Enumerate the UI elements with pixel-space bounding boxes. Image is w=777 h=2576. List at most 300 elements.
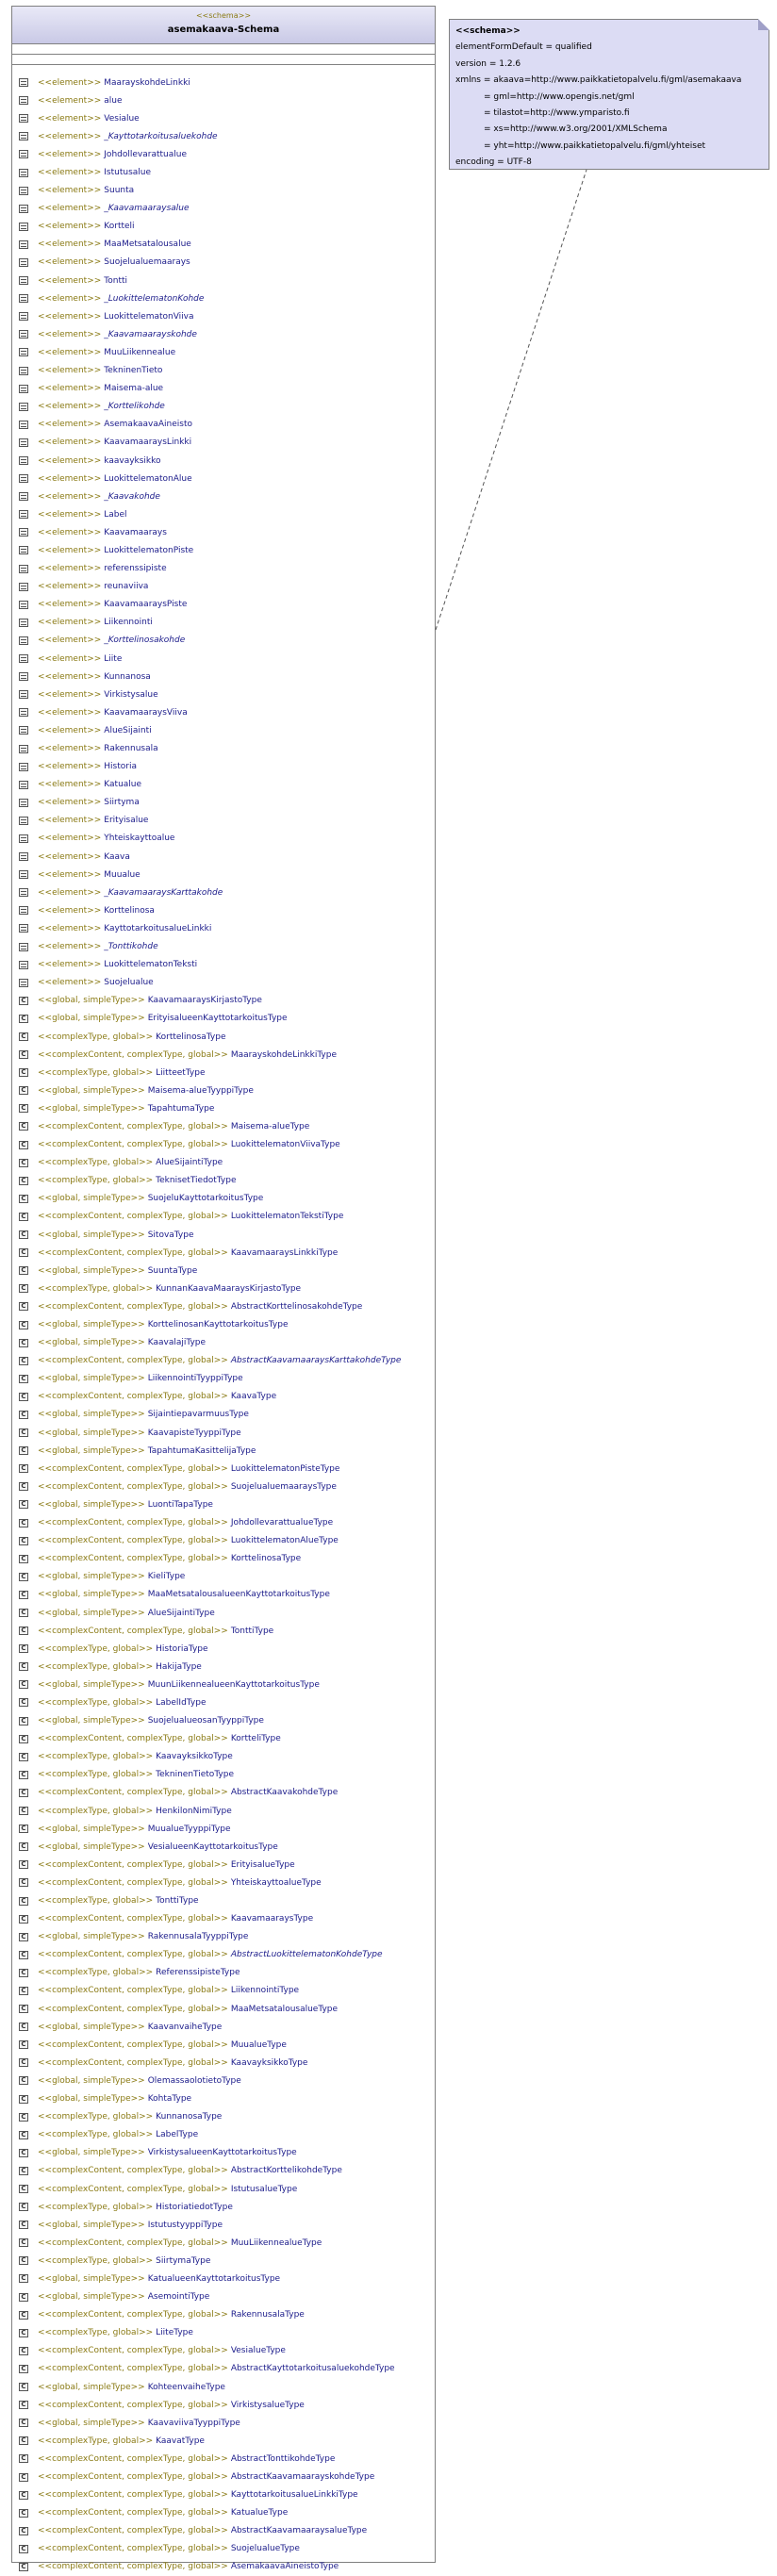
type-icon: C [19, 1662, 28, 1671]
type-icon: C [19, 1807, 28, 1815]
schema-item-row[interactable] [12, 2486, 435, 2504]
type-icon: C [19, 2221, 28, 2229]
schema-item-row[interactable] [12, 1136, 435, 1154]
item-name: KohteenvaiheType [147, 2382, 225, 2392]
item-name: MuualueTyyppiType [147, 1824, 231, 1834]
item-name: LabelIdType [156, 1697, 207, 1708]
schema-item-row[interactable] [12, 398, 435, 416]
schema-item-row[interactable] [12, 2288, 435, 2306]
element-icon [19, 187, 28, 195]
item-name: OlemassaolotietoType [147, 2075, 241, 2086]
schema-item-row[interactable] [12, 2072, 435, 2089]
item-stereotype: <<element>> [38, 131, 102, 141]
schema-item-row[interactable] [12, 776, 435, 794]
schema-item-row[interactable] [12, 1586, 435, 1604]
schema-item-row[interactable] [12, 1262, 435, 1280]
element-icon [19, 906, 28, 915]
schema-item-row[interactable] [12, 2216, 435, 2234]
type-icon: C [19, 1698, 28, 1707]
item-stereotype: <<element>> [38, 923, 102, 933]
schema-item-row[interactable] [12, 380, 435, 398]
schema-item-row[interactable] [12, 1028, 435, 1046]
item-stereotype: <<complexContent, complexType, global>> [38, 1518, 228, 1528]
schema-item-row[interactable] [12, 2522, 435, 2540]
type-icon: C [19, 1573, 28, 1581]
item-name: MaaMetsatalousalueType [230, 2004, 339, 2014]
schema-item-row[interactable] [12, 901, 435, 919]
schema-item-row[interactable] [12, 1046, 435, 1064]
item-name: LuokittelematonAlueType [230, 1536, 339, 1546]
item-name: Maisema-alueTyyppiType [147, 1085, 254, 1096]
schema-item-row[interactable] [12, 1946, 435, 1964]
item-name: KohtaType [147, 2094, 192, 2105]
schema-item-row[interactable] [12, 1208, 435, 1226]
schema-item-row[interactable] [12, 1370, 435, 1388]
item-stereotype: <<element>> [38, 816, 102, 826]
schema-item-row[interactable] [12, 614, 435, 632]
type-icon: C [19, 1680, 28, 1689]
schema-item-row[interactable] [12, 739, 435, 757]
item-name: HenkilonNimiType [156, 1806, 232, 1816]
item-stereotype: <<complexContent, complexType, global>> [38, 1986, 228, 1996]
element-icon [19, 708, 28, 717]
item-name: ErityisalueenKayttotarkoitusType [147, 1014, 288, 1024]
schema-item-row[interactable] [12, 362, 435, 380]
item-stereotype: <<element>> [38, 545, 102, 555]
item-name: LiikennointiType [230, 1986, 300, 1996]
schema-item-row[interactable] [12, 2378, 435, 2396]
schema-item-row[interactable] [12, 2198, 435, 2216]
element-icon [19, 330, 28, 339]
item-name: TeknisetTiedotType [156, 1176, 237, 1186]
schema-item-row[interactable] [12, 1891, 435, 1909]
item-name: Suunta [104, 186, 135, 196]
schema-item-row[interactable] [12, 596, 435, 614]
item-stereotype: <<global, simpleType>> [38, 1014, 145, 1024]
item-stereotype: <<complexType, global>> [38, 1661, 154, 1672]
item-stereotype: <<complexContent, complexType, global>> [38, 2490, 228, 2501]
item-name: IstutustyyppiType [147, 2220, 223, 2230]
type-icon: C [19, 1032, 28, 1041]
item-stereotype: <<complexType, global>> [38, 1283, 154, 1294]
item-name: KaavalajiType [147, 1338, 207, 1348]
item-stereotype: <<complexContent, complexType, global>> [38, 2400, 228, 2410]
schema-item-row[interactable] [12, 866, 435, 883]
type-icon: C [19, 1519, 28, 1527]
item-name: JohdollevarattualueType [230, 1518, 334, 1528]
attributes-compartment [12, 44, 435, 55]
schema-item-row[interactable] [12, 2504, 435, 2522]
schema-item-row[interactable] [12, 2558, 435, 2576]
item-name: TonttiType [230, 1626, 274, 1636]
item-name: Vesialue [104, 113, 140, 124]
schema-item-row[interactable] [12, 1514, 435, 1532]
note-line: = gml=http://www.opengis.net/gml [484, 91, 635, 102]
schema-item-row[interactable] [12, 91, 435, 109]
schema-item-row[interactable] [12, 1478, 435, 1495]
schema-item-row[interactable] [12, 2540, 435, 2558]
schema-item-row[interactable] [12, 1928, 435, 1946]
schema-item-row[interactable] [12, 2054, 435, 2072]
schema-item-row[interactable] [12, 1693, 435, 1711]
schema-item-row[interactable] [12, 254, 435, 272]
schema-item-row[interactable] [12, 236, 435, 254]
item-stereotype: <<global, simpleType>> [38, 1590, 145, 1600]
schema-item-row[interactable] [12, 1550, 435, 1568]
item-name: _Korttelikohde [104, 402, 165, 412]
item-stereotype: <<global, simpleType>> [38, 1841, 145, 1852]
schema-item-row[interactable] [12, 1856, 435, 1874]
item-stereotype: <<global, simpleType>> [38, 1445, 145, 1456]
schema-item-row[interactable] [12, 289, 435, 307]
type-icon: C [19, 1717, 28, 1726]
item-stereotype: <<element>> [38, 168, 102, 178]
item-stereotype: <<element>> [38, 942, 102, 952]
type-icon: C [19, 1627, 28, 1635]
schema-item-row[interactable] [12, 1964, 435, 1982]
schema-item-row[interactable] [12, 109, 435, 127]
type-icon: C [19, 1302, 28, 1311]
schema-item-row[interactable] [12, 127, 435, 145]
item-name: KunnanosaType [156, 2112, 223, 2122]
schema-item-row[interactable] [12, 1622, 435, 1640]
item-name: kaavayksikko [104, 455, 161, 466]
type-icon: C [19, 2383, 28, 2391]
schema-item-row[interactable] [12, 992, 435, 1010]
schema-item-row[interactable] [12, 74, 435, 91]
item-name: Kaava [104, 851, 130, 862]
item-stereotype: <<element>> [38, 960, 102, 970]
schema-item-row[interactable] [12, 883, 435, 901]
item-name: SuojelualuemaaraysType [230, 1481, 337, 1492]
item-name: alue [104, 95, 123, 106]
schema-item-row[interactable] [12, 541, 435, 559]
type-icon: C [19, 2167, 28, 2175]
schema-item-row[interactable] [12, 307, 435, 325]
schema-item-row[interactable] [12, 218, 435, 236]
schema-item-row[interactable] [12, 919, 435, 937]
item-name: LuokittelematonPiste [104, 545, 194, 555]
item-stereotype: <<complexContent, complexType, global>> [38, 2004, 228, 2014]
type-icon: C [19, 1177, 28, 1185]
schema-item-row[interactable] [12, 560, 435, 578]
schema-item-row[interactable] [12, 1784, 435, 1802]
element-icon [19, 961, 28, 969]
schema-item-row[interactable] [12, 650, 435, 668]
schema-item-row[interactable] [12, 1117, 435, 1135]
schema-item-row[interactable] [12, 487, 435, 505]
type-icon: C [19, 1933, 28, 1941]
schema-item-row[interactable] [12, 1280, 435, 1297]
schema-item-row[interactable] [12, 956, 435, 974]
schema-item-row[interactable] [12, 632, 435, 650]
schema-item-row[interactable] [12, 2018, 435, 2036]
schema-item-row[interactable] [12, 1495, 435, 1513]
item-name: TekninenTietoType [156, 1770, 234, 1780]
item-stereotype: <<complexContent, complexType, global>> [38, 1914, 228, 1924]
item-stereotype: <<complexContent, complexType, global>> [38, 2526, 228, 2536]
schema-item-row[interactable] [12, 668, 435, 685]
item-name: AbstractKayttotarkoitusaluekohdeType [230, 2364, 395, 2374]
schema-item-row[interactable] [12, 1297, 435, 1315]
item-name: HistoriaType [156, 1643, 208, 1654]
item-stereotype: <<complexType, global>> [38, 1158, 154, 1168]
item-stereotype: <<complexType, global>> [38, 1770, 154, 1780]
schema-item-row[interactable] [12, 1442, 435, 1460]
item-name: Tontti [104, 275, 128, 286]
item-stereotype: <<complexType, global>> [38, 1697, 154, 1708]
item-stereotype: <<complexType, global>> [38, 1067, 154, 1078]
schema-item-row[interactable] [12, 1982, 435, 2000]
schema-item-row[interactable] [12, 325, 435, 343]
item-stereotype: <<global, simpleType>> [38, 2382, 145, 2392]
item-name: Suojelualuemaarays [104, 257, 190, 268]
item-name: _Korttelinosakohde [104, 636, 186, 646]
item-name: _Tonttikohde [104, 942, 158, 952]
schema-item-row[interactable] [12, 1802, 435, 1820]
item-stereotype: <<element>> [38, 366, 102, 376]
schema-note[interactable] [449, 19, 769, 170]
element-icon [19, 276, 28, 285]
schema-item-row[interactable] [12, 523, 435, 541]
item-name: KaavamaaraysViiva [104, 707, 188, 718]
schema-item-row[interactable] [12, 1604, 435, 1622]
schema-item-row[interactable] [12, 794, 435, 812]
schema-item-row[interactable] [12, 1838, 435, 1856]
item-name: MuualueType [230, 2039, 287, 2050]
item-name: AsemakaavaAineisto [104, 420, 192, 430]
schema-item-row[interactable] [12, 1226, 435, 1244]
item-stereotype: <<complexContent, complexType, global>> [38, 1463, 228, 1474]
schema-item-row[interactable] [12, 703, 435, 721]
element-icon [19, 456, 28, 465]
item-stereotype: <<element>> [38, 77, 102, 88]
schema-item-row[interactable] [12, 1424, 435, 1442]
schema-item-row[interactable] [12, 2144, 435, 2162]
type-icon: C [19, 1122, 28, 1131]
schema-item-row[interactable] [12, 2126, 435, 2144]
item-stereotype: <<complexContent, complexType, global>> [38, 2472, 228, 2483]
item-stereotype: <<global, simpleType>> [38, 1824, 145, 1834]
item-name: ErityisalueType [230, 1859, 295, 1870]
schema-item-row[interactable] [12, 2162, 435, 2180]
schema-item-row[interactable] [12, 2306, 435, 2324]
schema-item-row[interactable] [12, 470, 435, 487]
item-stereotype: <<element>> [38, 887, 102, 898]
type-icon: C [19, 2473, 28, 2482]
schema-item-row[interactable] [12, 1406, 435, 1424]
schema-item-row[interactable] [12, 163, 435, 181]
schema-item-row[interactable] [12, 2396, 435, 2414]
item-name: ReferenssipisteType [156, 1968, 240, 1978]
element-icon [19, 492, 28, 501]
item-stereotype: <<complexContent, complexType, global>> [38, 1788, 228, 1798]
schema-item-row[interactable] [12, 1640, 435, 1658]
item-name: AbstractKorttelikohdeType [230, 2166, 342, 2176]
schema-item-row[interactable] [12, 830, 435, 848]
schema-item-row[interactable] [12, 1460, 435, 1478]
schema-item-row[interactable] [12, 812, 435, 830]
item-stereotype: <<element>> [38, 420, 102, 430]
type-icon: C [19, 2454, 28, 2463]
type-icon: C [19, 2401, 28, 2409]
item-stereotype: <<complexContent, complexType, global>> [38, 1121, 228, 1131]
type-icon: C [19, 1213, 28, 1221]
schema-item-row[interactable] [12, 938, 435, 956]
schema-item-row[interactable] [12, 1532, 435, 1550]
item-stereotype: <<global, simpleType>> [38, 2292, 145, 2303]
schema-item-row[interactable] [12, 2342, 435, 2360]
item-name: KaavamaaraysLinkki [104, 438, 192, 448]
element-icon [19, 601, 28, 609]
item-name: HistoriatiedotType [156, 2202, 233, 2212]
schema-item-row[interactable] [12, 2414, 435, 2432]
item-stereotype: <<element>> [38, 725, 102, 735]
schema-item-row[interactable] [12, 2432, 435, 2450]
item-stereotype: <<global, simpleType>> [38, 1499, 145, 1510]
schema-item-row[interactable] [12, 2000, 435, 2018]
type-icon: C [19, 1951, 28, 1959]
element-icon [19, 510, 28, 519]
schema-item-row[interactable] [12, 1099, 435, 1117]
type-icon: C [19, 2419, 28, 2427]
schema-item-row[interactable] [12, 2108, 435, 2126]
element-icon [19, 474, 28, 483]
schema-item-row[interactable] [12, 1352, 435, 1370]
schema-item-row[interactable] [12, 145, 435, 163]
item-name: VesialueenKayttotarkoitusType [147, 1841, 278, 1852]
schema-item-row[interactable] [12, 200, 435, 218]
schema-item-row[interactable] [12, 758, 435, 776]
item-name: SuuntaType [147, 1265, 198, 1276]
type-icon: C [19, 1555, 28, 1563]
schema-item-row[interactable] [12, 2360, 435, 2378]
item-stereotype: <<complexType, global>> [38, 2255, 154, 2266]
item-name: _KaavamaaraysKarttakohde [104, 887, 223, 898]
type-icon: C [19, 2095, 28, 2104]
schema-item-row[interactable] [12, 2252, 435, 2270]
schema-item-row[interactable] [12, 1388, 435, 1406]
schema-class-box[interactable] [11, 6, 436, 2572]
type-icon: C [19, 1825, 28, 1833]
item-stereotype: <<complexContent, complexType, global>> [38, 2166, 228, 2176]
schema-item-row[interactable] [12, 1154, 435, 1172]
schema-item-row[interactable] [12, 1064, 435, 1082]
type-icon: C [19, 2256, 28, 2265]
schema-item-row[interactable] [12, 1568, 435, 1586]
item-name: Katualue [104, 780, 142, 790]
item-stereotype: <<complexContent, complexType, global>> [38, 2057, 228, 2068]
item-stereotype: <<element>> [38, 834, 102, 844]
item-stereotype: <<global, simpleType>> [38, 1608, 145, 1618]
schema-item-row[interactable] [12, 1712, 435, 1730]
item-stereotype: <<element>> [38, 311, 102, 322]
element-icon [19, 240, 28, 249]
item-name: SijaintiepavarmuusType [147, 1410, 249, 1420]
schema-item-row[interactable] [12, 1676, 435, 1693]
schema-item-row[interactable] [12, 2180, 435, 2198]
schema-item-row[interactable] [12, 1244, 435, 1262]
type-icon: C [19, 1015, 28, 1023]
schema-item-row[interactable] [12, 2090, 435, 2108]
item-name: HakijaType [156, 1661, 202, 1672]
schema-item-row[interactable] [12, 416, 435, 434]
item-stereotype: <<element>> [38, 257, 102, 268]
item-name: LiiteType [156, 2328, 193, 2338]
schema-item-row[interactable] [12, 1172, 435, 1190]
schema-item-row[interactable] [12, 1658, 435, 1676]
schema-item-row[interactable] [12, 2468, 435, 2485]
item-name: KaavaType [230, 1392, 277, 1402]
schema-item-row[interactable] [12, 1010, 435, 1028]
note-lines [455, 40, 763, 171]
item-name: Historia [104, 762, 137, 772]
item-stereotype: <<element>> [38, 689, 102, 700]
type-icon: C [19, 1842, 28, 1851]
type-icon: C [19, 1411, 28, 1419]
schema-item-row[interactable] [12, 2270, 435, 2287]
schema-item-row[interactable] [12, 2450, 435, 2468]
schema-item-row[interactable] [12, 2324, 435, 2342]
type-icon: C [19, 1878, 28, 1887]
item-stereotype: <<element>> [38, 618, 102, 628]
schema-item-row[interactable] [12, 434, 435, 452]
item-stereotype: <<global, simpleType>> [38, 1103, 145, 1114]
schema-item-row[interactable] [12, 578, 435, 596]
type-icon: C [19, 1915, 28, 1924]
schema-item-row[interactable] [12, 1820, 435, 1838]
item-name: AbstractTonttikohdeType [230, 2453, 336, 2464]
schema-item-row[interactable] [12, 1334, 435, 1352]
element-icon [19, 817, 28, 825]
schema-item-row[interactable] [12, 1190, 435, 1208]
schema-item-row[interactable] [12, 1910, 435, 1928]
item-name: Yhteiskayttoalue [104, 834, 175, 844]
class-stereotype: <<schema>> [195, 11, 252, 20]
schema-item-row[interactable] [12, 1315, 435, 1333]
schema-item-row[interactable] [12, 974, 435, 992]
schema-item-row[interactable] [12, 343, 435, 361]
schema-item-row[interactable] [12, 1730, 435, 1748]
schema-item-row[interactable] [12, 1748, 435, 1766]
item-stereotype: <<element>> [38, 762, 102, 772]
schema-item-row[interactable] [12, 505, 435, 523]
item-name: KatualueenKayttotarkoitusType [147, 2273, 281, 2284]
schema-item-row[interactable] [12, 2036, 435, 2054]
schema-item-row[interactable] [12, 1766, 435, 1784]
schema-item-row[interactable] [12, 721, 435, 739]
schema-item-row[interactable] [12, 2234, 435, 2252]
schema-item-row[interactable] [12, 1082, 435, 1099]
schema-item-row[interactable] [12, 685, 435, 703]
schema-item-row[interactable] [12, 848, 435, 866]
element-icon [19, 114, 28, 123]
schema-item-row[interactable] [12, 182, 435, 200]
schema-item-row[interactable] [12, 452, 435, 470]
item-name: MuuLiikennealue [104, 347, 176, 357]
type-icon: C [19, 2545, 28, 2553]
item-name: Virkistysalue [104, 689, 158, 700]
item-name: KaavamaaraysKirjastoType [147, 996, 262, 1006]
schema-item-row[interactable] [12, 1874, 435, 1891]
type-icon: C [19, 2274, 28, 2283]
schema-item-row[interactable] [12, 272, 435, 289]
type-icon: C [19, 1771, 28, 1779]
type-icon: C [19, 2527, 28, 2535]
item-name: SuojelualueosanTyyppiType [147, 1716, 264, 1726]
type-icon: C [19, 2347, 28, 2355]
item-name: Maisema-alueType [230, 1121, 310, 1131]
